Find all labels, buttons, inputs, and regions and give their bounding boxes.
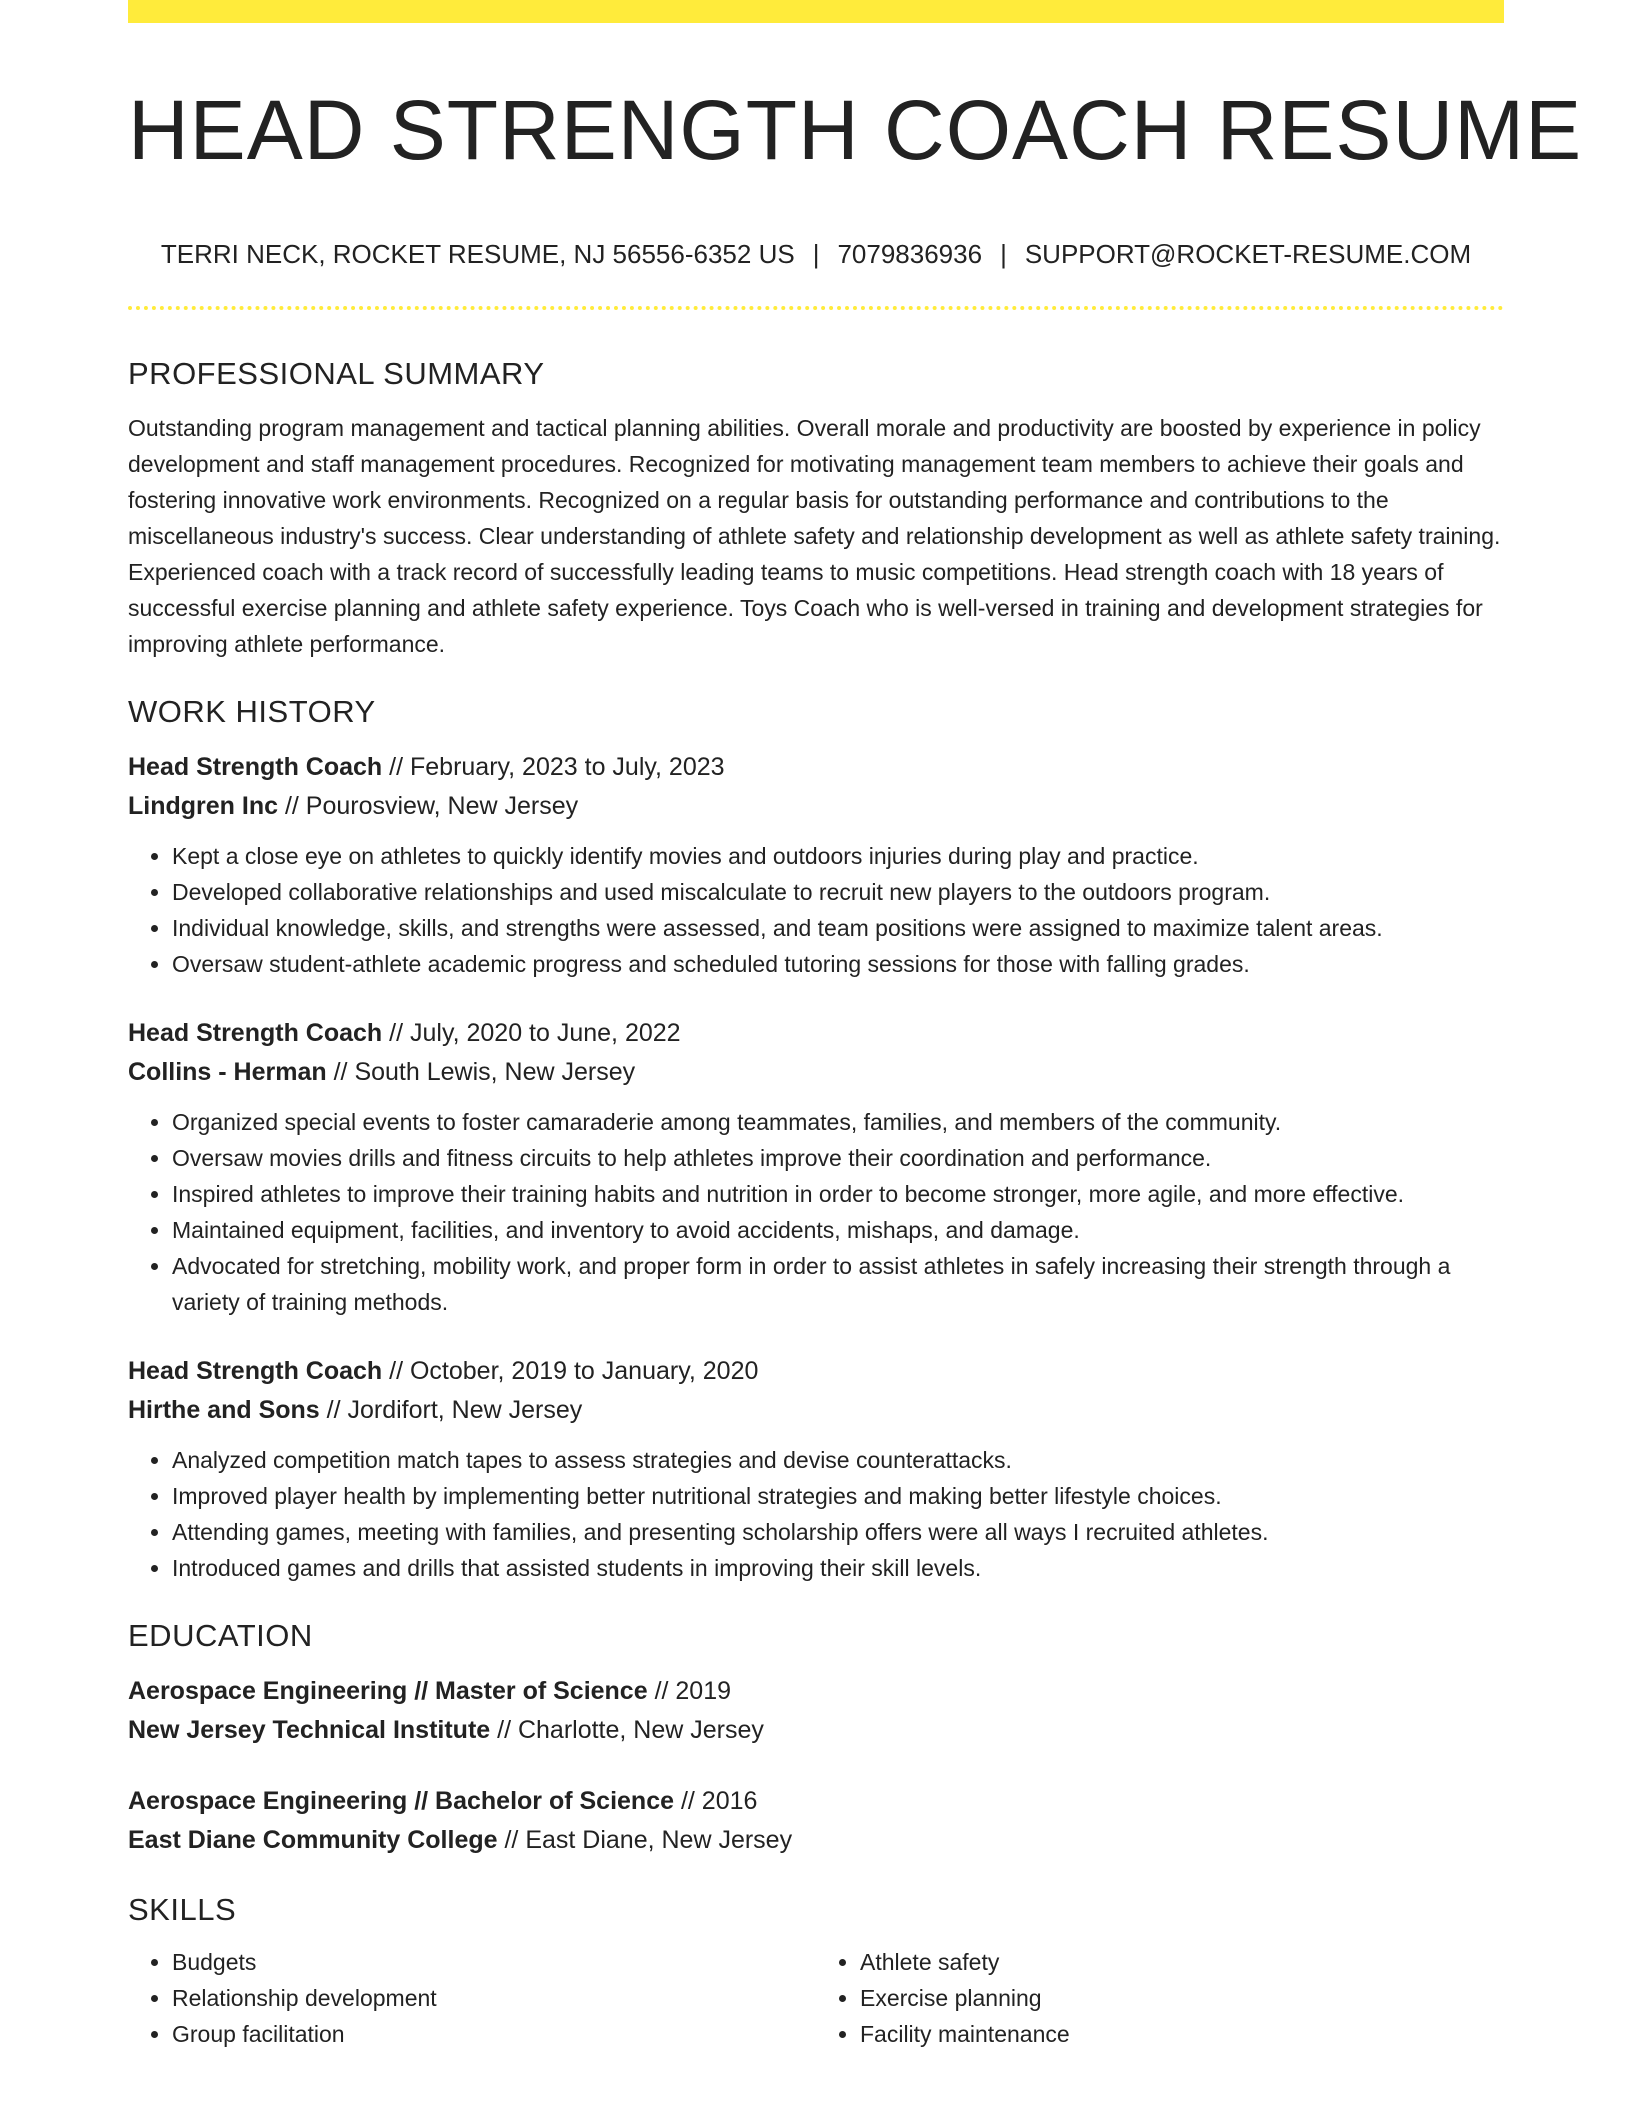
education-location: // East Diane, New Jersey — [497, 1826, 793, 1854]
job-entry — [128, 1014, 1504, 1320]
job-title: Head Strength Coach — [128, 1357, 383, 1385]
job-title: Head Strength Coach — [128, 753, 383, 781]
job-company-line — [128, 1053, 1504, 1092]
list-item: • Maintained equipment, facilities, and inventory to avoid accidents, mishaps, and damage. — [172, 1212, 1504, 1248]
resume-content — [128, 352, 1504, 2052]
section-heading-work-history: WORK HISTORY — [128, 694, 376, 729]
contact-separator: | — [1000, 239, 1007, 269]
list-item: • Individual knowledge, skills, and strengths were assessed, and team positions were assigned to maximize talent areas. — [172, 910, 1504, 946]
list-item: • Oversaw student-athlete academic progress and scheduled tutoring sessions for those with falling grades. — [172, 946, 1504, 982]
education-school-line — [128, 1711, 1504, 1750]
education-entry — [128, 1782, 1504, 1860]
education-degree-line — [128, 1672, 1504, 1711]
job-company: Lindgren Inc — [128, 792, 278, 820]
job-bullets — [128, 838, 1504, 982]
education-degree-line — [128, 1782, 1504, 1821]
skills-columns — [128, 1932, 1504, 2052]
job-dates: // February, 2023 to July, 2023 — [382, 753, 725, 781]
list-item: • Group facilitation — [172, 2016, 816, 2052]
summary-section — [128, 352, 1504, 662]
job-bullets — [128, 1104, 1504, 1320]
list-item: • Inspired athletes to improve their training habits and nutrition in order to become stronger, more agile, and more effective. — [172, 1176, 1504, 1212]
contact-line — [128, 236, 1504, 272]
list-item: • Improved player health by implementing better nutritional strategies and making better lifestyle choices. — [172, 1478, 1504, 1514]
education-degree: Aerospace Engineering // Master of Science — [128, 1677, 648, 1705]
job-location: // Jordifort, New Jersey — [319, 1396, 583, 1424]
contact-email: SUPPORT@ROCKET-RESUME.COM — [1024, 239, 1472, 269]
list-item: • Relationship development — [172, 1980, 816, 2016]
job-title-line — [128, 1352, 1504, 1391]
section-heading-skills: SKILLS — [128, 1892, 237, 1927]
contact-phone: 7079836936 — [837, 239, 983, 269]
list-item: • Advocated for stretching, mobility work, and proper form in order to assist athletes in safely increasing their strength through a variety of training methods. — [172, 1248, 1504, 1320]
job-title-line — [128, 748, 1504, 787]
contact-address: TERRI NECK, ROCKET RESUME, NJ 56556-6352 US — [160, 239, 795, 269]
education-year: // 2016 — [674, 1787, 758, 1815]
education-entry — [128, 1672, 1504, 1750]
list-item: • Analyzed competition match tapes to assess strategies and devise counterattacks. — [172, 1442, 1504, 1478]
education-degree: Aerospace Engineering // Bachelor of Science — [128, 1787, 675, 1815]
education-year: // 2019 — [647, 1677, 732, 1705]
list-item: • Oversaw movies drills and fitness circuits to help athletes improve their coordination and performance. — [172, 1140, 1504, 1176]
list-item: • Kept a close eye on athletes to quickly identify movies and outdoors injuries during play and practice. — [172, 838, 1504, 874]
job-title: Head Strength Coach — [128, 1019, 383, 1047]
summary-text: Outstanding program management and tactical planning abilities. Overall morale and productivity are boosted by experience in policy development and staff management procedures. Recognized for motivating management team members to achieve their goals and fostering innovative work environments. Recognized on a regular basis for outstanding performance and contributions to the miscellaneous industry's success. Clear understanding of athlete safety and relationship development as well as athlete safety training. Experienced coach with a track record of successfully leading teams to music competitions. Head strength coach with 18 years of successful exercise planning and athlete safety experience. Toys Coach who is well-versed in training and development strategies for improving athlete performance. — [128, 415, 1501, 657]
skills-list-right — [816, 1944, 1504, 2052]
list-item: • Athlete safety — [860, 1944, 1504, 1980]
list-item: • Budgets — [172, 1944, 816, 1980]
resume-title: HEAD STRENGTH COACH RESUME — [128, 83, 1583, 177]
job-company: Hirthe and Sons — [128, 1396, 320, 1424]
job-dates: // October, 2019 to January, 2020 — [382, 1357, 759, 1385]
job-company-line — [128, 1391, 1504, 1430]
section-heading-education: EDUCATION — [128, 1618, 313, 1653]
list-item: • Organized special events to foster camaraderie among teammates, families, and members of the community. — [172, 1104, 1504, 1140]
list-item: • Facility maintenance — [860, 2016, 1504, 2052]
accent-bar — [128, 0, 1504, 23]
job-entry — [128, 1352, 1504, 1586]
list-item: • Exercise planning — [860, 1980, 1504, 2016]
job-company-line — [128, 787, 1504, 826]
education-school: New Jersey Technical Institute — [128, 1716, 491, 1744]
education-location: // Charlotte, New Jersey — [490, 1716, 764, 1744]
contact-separator: | — [812, 239, 820, 269]
list-item: • Introduced games and drills that assisted students in improving their skill levels. — [172, 1550, 1504, 1586]
dotted-divider — [128, 306, 1504, 310]
job-entry — [128, 748, 1504, 982]
work-history-section — [128, 690, 1504, 1586]
education-section — [128, 1614, 1504, 1860]
job-company: Collins - Herman — [128, 1058, 327, 1086]
list-item: • Developed collaborative relationships and used miscalculate to recruit new players to the outdoors program. — [172, 874, 1504, 910]
education-school: East Diane Community College — [128, 1826, 498, 1854]
job-bullets — [128, 1442, 1504, 1586]
job-dates: // July, 2020 to June, 2022 — [382, 1019, 681, 1047]
skills-list-left — [128, 1944, 816, 2052]
job-location: // Pourosview, New Jersey — [278, 792, 579, 820]
job-title-line — [128, 1014, 1504, 1053]
list-item: • Attending games, meeting with families, and presenting scholarship offers were all ways I recruited athletes. — [172, 1514, 1504, 1550]
skills-section — [128, 1888, 1504, 2052]
section-heading-summary: PROFESSIONAL SUMMARY — [128, 356, 545, 391]
education-school-line — [128, 1821, 1504, 1860]
job-location: // South Lewis, New Jersey — [326, 1058, 636, 1086]
